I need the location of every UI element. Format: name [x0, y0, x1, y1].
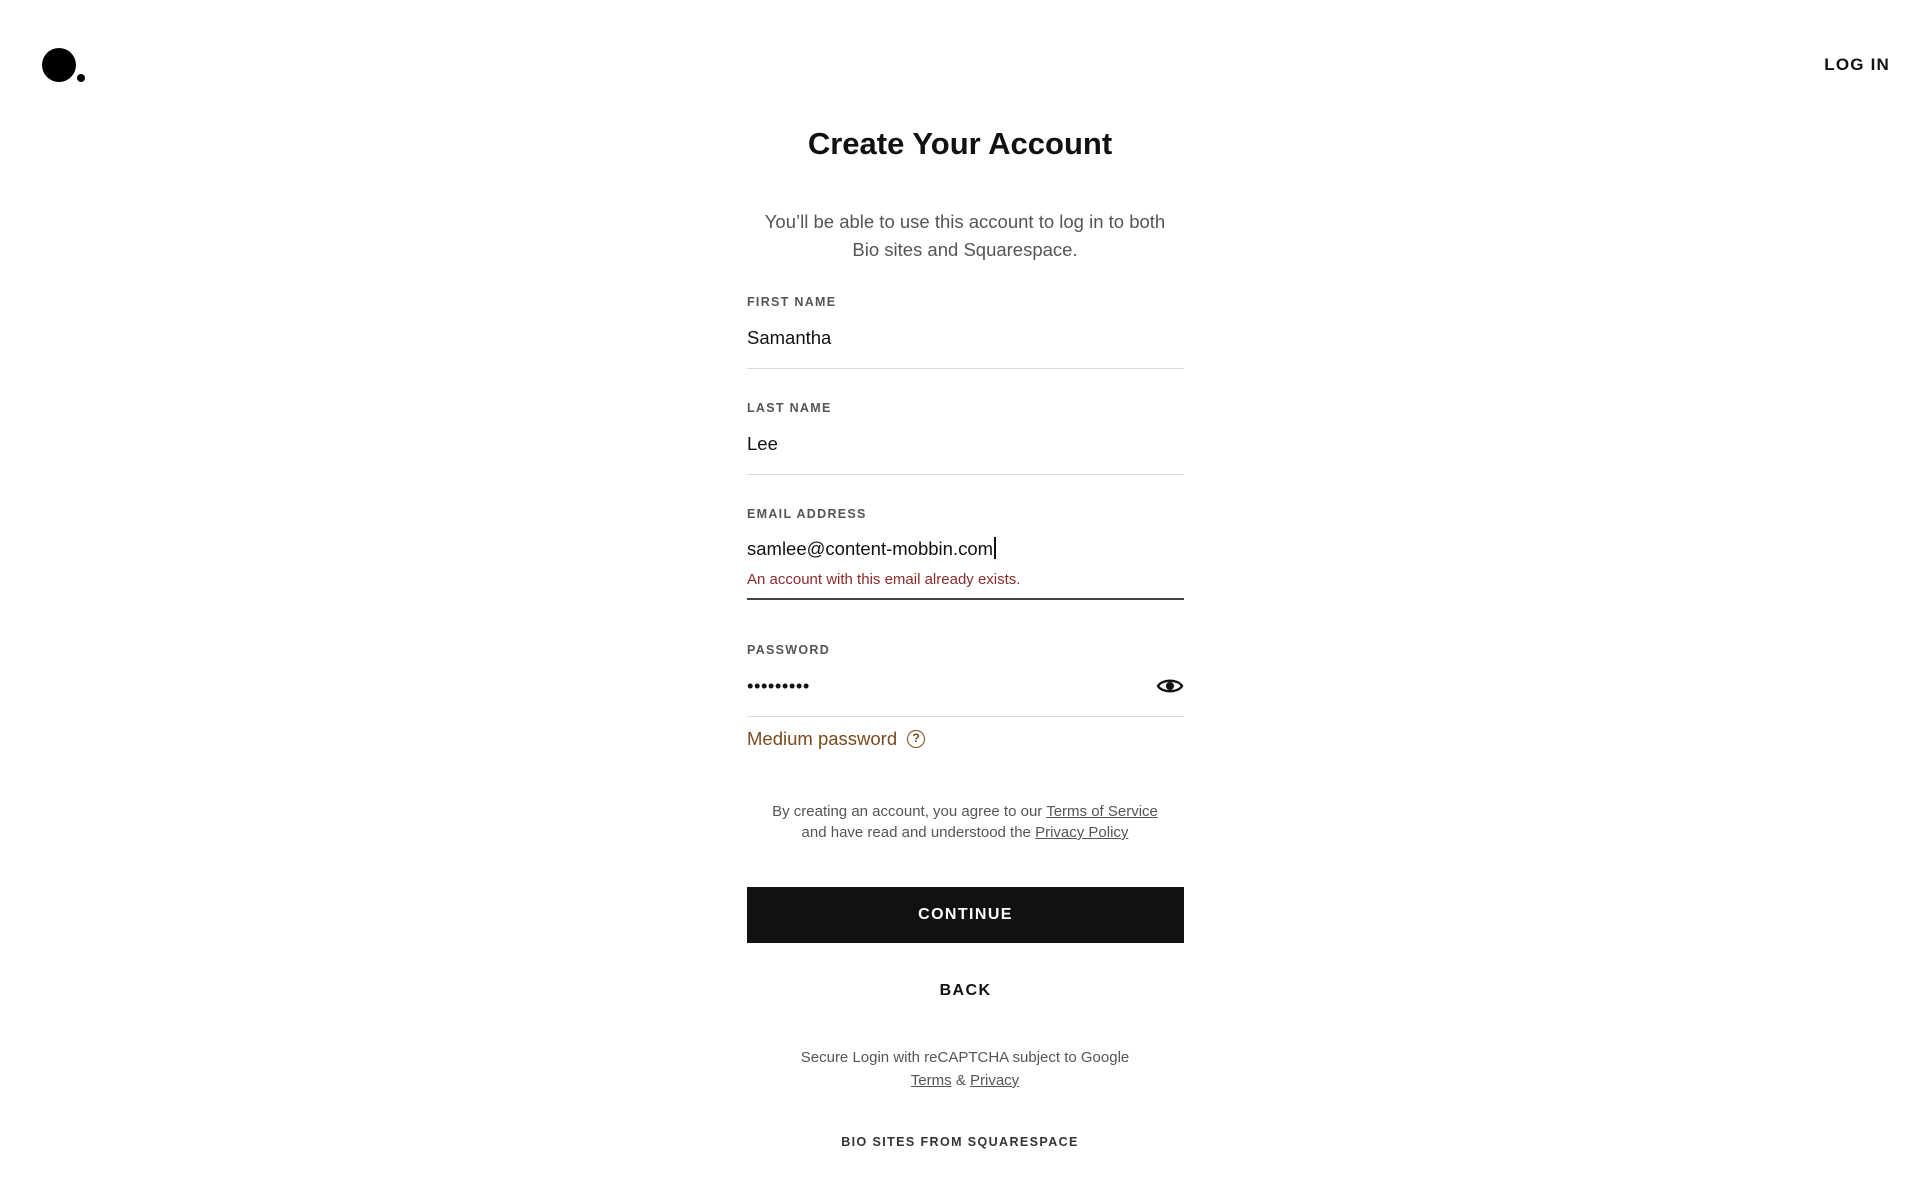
eye-icon[interactable]	[1156, 676, 1184, 696]
last-name-input[interactable]	[747, 431, 1184, 457]
footer-brand: BIO SITES FROM SQUARESPACE	[841, 1135, 1079, 1149]
email-label: EMAIL ADDRESS	[747, 507, 867, 521]
first-name-field-group	[747, 295, 1184, 369]
last-name-label: LAST NAME	[747, 401, 832, 415]
first-name-underline	[747, 368, 1184, 369]
question-circle-icon[interactable]: ?	[907, 730, 925, 748]
email-value: samlee@content-mobbin.com	[747, 538, 994, 559]
email-input[interactable]	[747, 537, 1184, 563]
page-subtitle	[740, 208, 1190, 264]
last-name-field-group	[747, 401, 1184, 475]
logo-large-dot	[42, 48, 76, 82]
back-button[interactable]: BACK	[747, 982, 1184, 1000]
recaptcha-text: Secure Login with reCAPTCHA subject to Google	[800, 1049, 1130, 1066]
recaptcha-links	[740, 1069, 1190, 1092]
logo-small-dot	[77, 74, 85, 82]
recaptcha-notice	[740, 1046, 1190, 1092]
email-field-group	[747, 507, 1184, 600]
ampersand: &	[955, 1072, 966, 1089]
email-error-message: An account with this email already exists.	[747, 571, 1021, 588]
first-name-input[interactable]	[747, 325, 1184, 351]
terms-of-service-link[interactable]: Terms of Service	[1046, 803, 1158, 820]
password-strength-label: Medium password	[747, 728, 898, 749]
first-name-label: FIRST NAME	[747, 295, 837, 309]
google-privacy-link[interactable]: Privacy	[970, 1072, 1020, 1089]
last-name-underline	[747, 474, 1184, 475]
password-field-group	[747, 643, 1184, 717]
password-row	[747, 673, 1184, 699]
password-strength	[747, 728, 925, 750]
subtitle-line-1: You’ll be able to use this account to log in to both	[764, 211, 1166, 232]
log-in-link[interactable]: LOG IN	[1824, 55, 1890, 74]
legal-prefix: By creating an account, you agree to our	[772, 803, 1043, 820]
page-title: Create Your Account	[807, 126, 1113, 161]
google-terms-link[interactable]: Terms	[910, 1072, 952, 1089]
continue-button[interactable]: CONTINUE	[747, 887, 1184, 943]
legal-middle: and have read and understood the	[801, 824, 1031, 841]
squarespace-bio-logo[interactable]	[42, 48, 88, 84]
text-caret	[994, 537, 996, 559]
password-label: PASSWORD	[747, 643, 831, 657]
legal-agreement	[740, 801, 1190, 843]
subtitle-line-2: Bio sites and Squarespace.	[852, 239, 1078, 260]
legal-line-1	[740, 801, 1190, 822]
password-input[interactable]: •••••••••	[747, 675, 810, 696]
privacy-policy-link[interactable]: Privacy Policy	[1035, 824, 1129, 841]
password-underline	[747, 716, 1184, 717]
legal-line-2	[740, 822, 1190, 843]
email-underline	[747, 598, 1184, 600]
